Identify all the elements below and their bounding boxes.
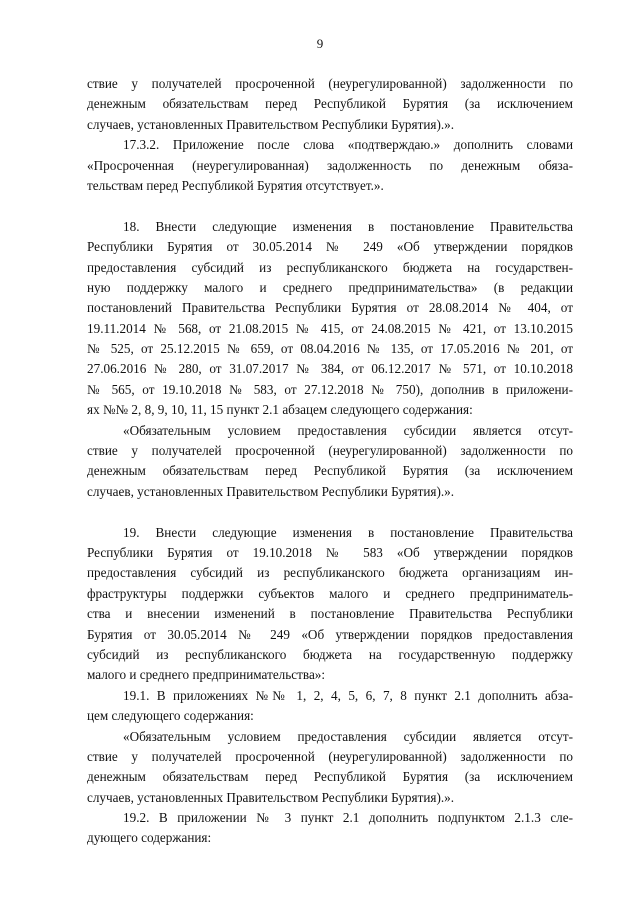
text-line: 17.3.2. Приложение после слова «подтверждаю.» дополнить словами xyxy=(123,137,573,153)
text-line: малого и среднего предпринимательства»: xyxy=(87,667,326,683)
text-line: тельствам перед Республикой Бурятия отсутствует.». xyxy=(87,177,384,193)
paragraph-18-quote xyxy=(87,421,573,503)
text-line: субсидий из республиканского бюджета на государственную поддержку xyxy=(87,646,573,662)
text-line: предоставления субсидий из республиканского бюджета организациям ин- xyxy=(87,565,573,581)
text-line: денежным обязательствам перед Республикой Бурятия (за исключением xyxy=(87,96,573,112)
text-line: 19. Внести следующие изменения в постановление Правительства xyxy=(123,524,573,540)
text-line: № 565, от 19.10.2018 № 583, от 27.12.2018 № 750), дополнив в приложени- xyxy=(87,381,573,397)
text-line: случаев, установленных Правительством Республики Бурятия).». xyxy=(87,483,455,499)
paragraph-17-3-2 xyxy=(87,135,573,196)
text-line: «Обязательным условием предоставления субсидии является отсут- xyxy=(123,728,573,744)
text-line: дующего содержания: xyxy=(87,830,212,846)
text-line: цем следующего содержания: xyxy=(87,708,254,724)
text-line: «Обязательным условием предоставления субсидии является отсут- xyxy=(123,422,573,438)
paragraph-18 xyxy=(87,217,573,421)
text-line: постановлений Правительства Республики Бурятия от 28.08.2014 № 404, от xyxy=(87,300,573,316)
text-line: случаев, установленных Правительством Республики Бурятия).». xyxy=(87,789,455,805)
text-line: ях №№ 2, 8, 9, 10, 11, 15 пункт 2.1 абзацем следующего содержания: xyxy=(87,402,473,418)
text-line: Республики Бурятия от 19.10.2018 № 583 «Об утверждении порядков xyxy=(87,544,573,560)
text-line: ную поддержку малого и среднего предпринимательства» (в редакции xyxy=(87,279,573,295)
text-line: случаев, установленных Правительством Республики Бурятия).». xyxy=(87,116,455,132)
paragraph-19-1-quote xyxy=(87,727,573,809)
text-line: ствие у получателей просроченной (неурегулированной) задолженности по xyxy=(87,443,573,459)
text-line: ства и внесении изменений в постановление Правительства Республики xyxy=(87,606,573,622)
text-line: предоставления субсидий из республиканского бюджета на государствен- xyxy=(87,259,573,275)
paragraph-19-1 xyxy=(87,686,573,727)
text-line: денежным обязательствам перед Республикой Бурятия (за исключением xyxy=(87,769,573,785)
page-number: 9 xyxy=(316,36,324,51)
text-line: 19.2. В приложении № 3 пункт 2.1 дополнить подпунктом 2.1.3 сле- xyxy=(123,810,573,826)
text-line: № 525, от 25.12.2015 № 659, от 08.04.2016 № 135, от 17.05.2016 № 201, от xyxy=(87,341,573,357)
paragraph-19-2 xyxy=(87,808,573,849)
document-body xyxy=(87,74,573,849)
text-line: ствие у получателей просроченной (неурегулированной) задолженности по xyxy=(87,748,573,764)
text-line: 19.11.2014 № 568, от 21.08.2015 № 415, от 24.08.2015 № 421, от 13.10.2015 xyxy=(87,320,573,336)
paragraph-17-3-1-continuation xyxy=(87,74,573,135)
text-line: Бурятия от 30.05.2014 № 249 «Об утверждении порядков предоставления xyxy=(87,626,573,642)
text-line: 27.06.2016 № 280, от 31.07.2017 № 384, от 06.12.2017 № 571, от 10.10.2018 xyxy=(87,361,573,377)
text-line: 18. Внести следующие изменения в постановление Правительства xyxy=(123,218,573,234)
text-line: фраструктуры поддержки субъектов малого и среднего предприниматель- xyxy=(87,585,573,601)
paragraph-19 xyxy=(87,523,573,686)
text-line: ствие у получателей просроченной (неурегулированной) задолженности по xyxy=(87,76,573,91)
text-line: Республики Бурятия от 30.05.2014 № 249 «Об утверждении порядков xyxy=(87,239,573,255)
paragraph-gap xyxy=(87,196,573,216)
text-line: «Просроченная (неурегулированная) задолженность по денежным обяза- xyxy=(87,157,573,173)
text-line: денежным обязательствам перед Республикой Бурятия (за исключением xyxy=(87,463,573,479)
text-line: 19.1. В приложениях №№ 1, 2, 4, 5, 6, 7, 8 пункт 2.1 дополнить абза- xyxy=(123,687,573,703)
paragraph-gap xyxy=(87,502,573,522)
